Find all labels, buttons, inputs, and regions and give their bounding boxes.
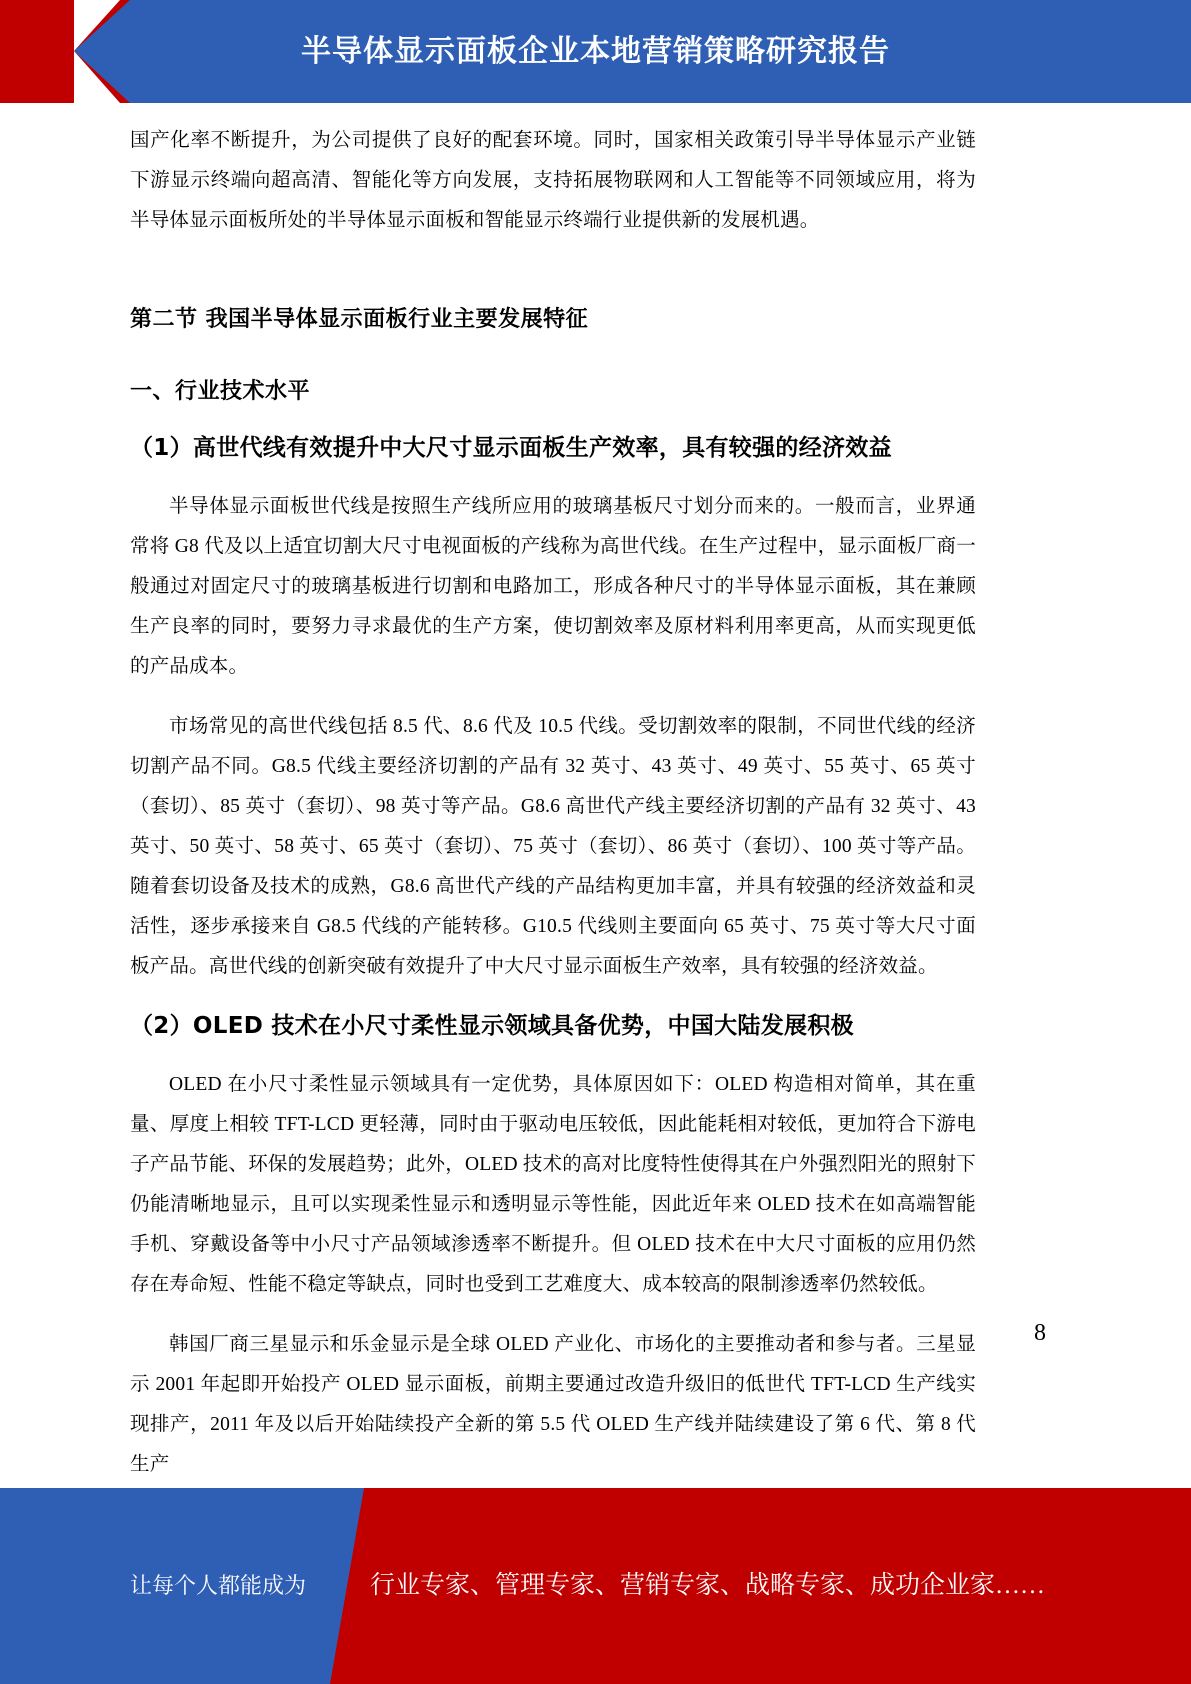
item-heading-1: （1）高世代线有效提升中大尺寸显示面板生产效率，具有较强的经济效益 [130,435,892,461]
spacer [130,1045,976,1065]
section-heading: 第二节 我国半导体显示面板行业主要发展特征 [130,307,589,332]
page-number: 8 [1034,1320,1046,1346]
spacer [130,1305,976,1325]
page-header [0,0,1191,103]
page-title: 半导体显示面板企业本地营销策略研究报告 [301,34,890,69]
page-footer [0,1488,1191,1684]
footer-slogan-left: 让每个人都能成为 [130,1573,307,1598]
subsection-heading: 一、行业技术水平 [130,379,311,404]
document-content [130,121,976,1485]
page-body [0,103,1191,1488]
footer-slogan-right: 行业专家、管理专家、营销专家、战略专家、成功企业家…… [370,1572,1046,1599]
paragraph-item2-1: OLED 在小尺寸柔性显示领域具有一定优势，具体原因如下：OLED 构造相对简单，其在重量、厚度上相较 TFT-LCD 更轻薄，同时由于驱动电压较低，因此能耗相对较低，更加符合下游电子产品节能、环保的发展趋势；此外，OLED 技术的高对比度特性使得其在户外强烈阳光的照射下仍能清晰地显示，且可以实现柔性显示和透明显示等性能，因此近年来 OLED 技术在如高端智能手机、穿戴设备等中小尺寸产品领域渗透率不断提升。但 OLED 技术在中大尺寸面板的应用仍然存在寿命短、性能不稳定等缺点，同时也受到工艺难度大、成本较高的限制渗透率仍然较低。 [130,1074,976,1295]
paragraph-item1-1: 半导体显示面板世代线是按照生产线所应用的玻璃基板尺寸划分而来的。一般而言，业界通常将 G8 代及以上适宜切割大尺寸电视面板的产线称为高世代线。在生产过程中，显示面板厂商一般通过对固定尺寸的玻璃基板进行切割和电路加工，形成各种尺寸的半导体显示面板，其在兼顾生产良率的同时，要努力寻求最优的生产方案，使切割效率及原材料利用率更高，从而实现更低的产品成本。 [130,496,976,677]
item-heading-2: （2）OLED 技术在小尺寸柔性显示领域具备优势，中国大陆发展积极 [130,1013,854,1039]
spacer [130,337,976,375]
spacer [130,987,976,1007]
paragraph-intro: 国产化率不断提升，为公司提供了良好的配套环境。同时，国家相关政策引导半导体显示产业链下游显示终端向超高清、智能化等方向发展，支持拓展物联网和人工智能等不同领域应用，将为半导体显示面板所处的半导体显示面板和智能显示终端行业提供新的发展机遇。 [130,130,976,231]
spacer [130,409,976,429]
paragraph-item2-2: 韩国厂商三星显示和乐金显示是全球 OLED 产业化、市场化的主要推动者和参与者。三星显示 2001 年起即开始投产 OLED 显示面板，前期主要通过改造升级旧的低世代 TFT-LCD 生产线实现排产，2011 年及以后开始陆续投产全新的第 5.5 代 OLED 生产线并陆续建设了第 6 代、第 8 代生产 [130,1334,976,1475]
spacer [130,467,976,487]
spacer [130,241,976,303]
paragraph-item1-2: 市场常见的高世代线包括 8.5 代、8.6 代及 10.5 代线。受切割效率的限制，不同世代线的经济切割产品不同。G8.5 代线主要经济切割的产品有 32 英寸、43 英寸、49 英寸、55 英寸、65 英寸（套切）、85 英寸（套切）、98 英寸等产品。G8.6 高世代产线主要经济切割的产品有 32 英寸、43 英寸、50 英寸、58 英寸、65 英寸（套切）、75 英寸（套切）、86 英寸（套切）、100 英寸等产品。随着套切设备及技术的成熟，G8.6 高世代产线的产品结构更加丰富，并具有较强的经济效益和灵活性，逐步承接来自 G8.5 代线的产能转移。G10.5 代线则主要面向 65 英寸、75 英寸等大尺寸面板产品。高世代线的创新突破有效提升了中大尺寸显示面板生产效率，具有较强的经济效益。 [130,716,976,977]
spacer [130,687,976,707]
